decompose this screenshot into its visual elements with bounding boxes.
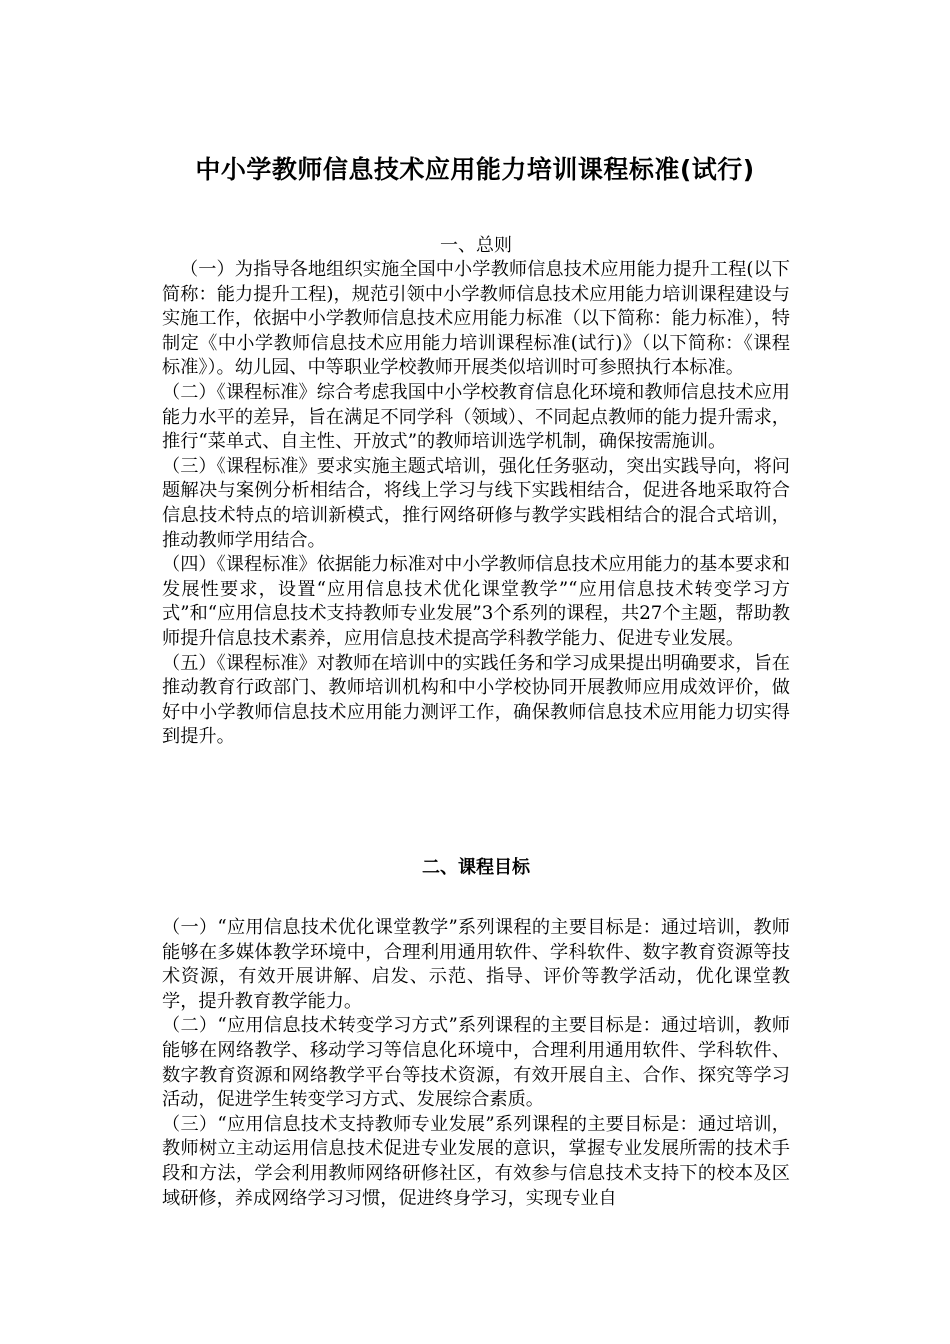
section-body (162, 916, 790, 1211)
paragraph: （四）《课程标准》依据能力标准对中小学教师信息技术应用能力的基本要求和发展性要求，设置“应用信息技术优化课堂教学”“应用信息技术转变学习方式”和“应用信息技术支持教师专业发展”3个系列的课程，共27个主题，帮助教师提升信息技术素养，应用信息技术提高学科教学能力、促进专业发展。 (162, 554, 790, 649)
paragraph: （一）为指导各地组织实施全国中小学教师信息技术应用能力提升工程(以下简称：能力提升工程)，规范引领中小学教师信息技术应用能力培训课程建设与实施工作，依据中小学教师信息技术应用能力标准（以下简称：能力标准），特制定《中小学教师信息技术应用能力培训课程标准(试行)》（以下简称：《课程标准》）。幼儿园、中等职业学校教师开展类似培训时可参照执行本标准。 (162, 259, 790, 379)
section-general (162, 234, 790, 750)
section-course-goals (162, 856, 790, 1211)
paragraph: （二）《课程标准》综合考虑我国中小学校教育信息化环境和教师信息技术应用能力水平的差异，旨在满足不同学科（领域）、不同起点教师的能力提升需求，推行“菜单式、自主性、开放式”的教师培训选学机制，确保按需施训。 (162, 381, 790, 453)
paragraph: （五）《课程标准》对教师在培训中的实践任务和学习成果提出明确要求，旨在推动教育行政部门、教师培训机构和中小学校协同开展教师应用成效评价，做好中小学教师信息技术应用能力测评工作，确保教师信息技术应用能力切实得到提升。 (162, 652, 790, 748)
section-heading: 二、课程目标 (422, 857, 530, 878)
paragraph: （三）《课程标准》要求实施主题式培训，强化任务驱动，突出实践导向，将问题解决与案例分析相结合，将线上学习与线下实践相结合，促进各地采取符合信息技术特点的培训新模式，推行网络研修与教学实践相结合的混合式培训，推动教师学用结合。 (162, 455, 790, 551)
paragraph: （三）“应用信息技术支持教师专业发展”系列课程的主要目标是：通过培训，教师树立主动运用信息技术促进专业发展的意识，掌握专业发展所需的技术手段和方法，学会利用教师网络研修社区，有效参与信息技术支持下的校本及区域研修，养成网络学习习惯，促进终身学习，实现专业自 (162, 1113, 790, 1209)
paragraph: （一）“应用信息技术优化课堂教学”系列课程的主要目标是：通过培训，教师能够在多媒体教学环境中，合理利用通用软件、学科软件、数字教育资源等技术资源，有效开展讲解、启发、示范、指导、评价等教学活动，优化课堂教学，提升教育教学能力。 (162, 917, 790, 1012)
paragraph: （二）“应用信息技术转变学习方式”系列课程的主要目标是：通过培训，教师能够在网络教学、移动学习等信息化环境中，合理利用通用软件、学科软件、数字教育资源和网络教学平台等技术资源，有效开展自主、合作、探究等学习活动，促进学生转变学习方式、发展综合素质。 (162, 1015, 790, 1111)
section-body (162, 258, 790, 750)
document-title: 中小学教师信息技术应用能力培训课程标准(试行) (195, 155, 755, 184)
section-heading: 一、总则 (440, 235, 512, 256)
